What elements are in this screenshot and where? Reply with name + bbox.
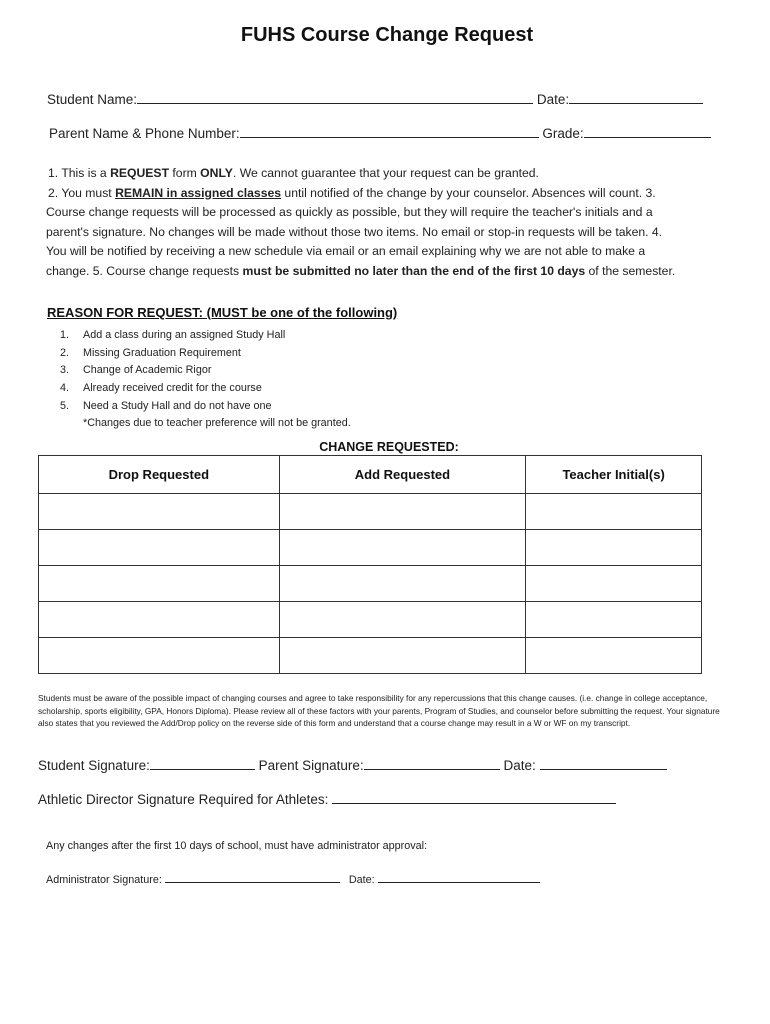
initials-cell[interactable] [526,566,702,602]
col-drop-requested: Drop Requested [39,456,280,494]
list-item: 3. Change of Academic Rigor [60,364,212,377]
instruction-1: 1. This is a REQUEST form ONLY. We cannot guarantee that your request can be granted. [48,166,539,180]
initials-cell[interactable] [526,494,702,530]
parent-label: Parent Name & Phone Number: [49,126,240,141]
table-row [39,566,702,602]
table-row [39,530,702,566]
list-item: 4. Already received credit for the course [60,382,262,395]
drop-cell[interactable] [39,494,280,530]
signature-date-label: Date: [503,758,536,773]
athletic-row [38,792,616,807]
change-table [38,455,702,674]
athletic-signature-label: Athletic Director Signature Required for Athletes: [38,792,329,807]
initials-cell[interactable] [526,530,702,566]
table-row [39,638,702,674]
admin-notice: Any changes after the first 10 days of school, must have administrator approval: [46,840,428,852]
drop-cell[interactable] [39,530,280,566]
student-name-row [47,92,703,107]
grade-label: Grade: [542,126,584,141]
parent-field[interactable] [240,126,539,138]
add-cell[interactable] [279,566,526,602]
add-cell[interactable] [279,530,526,566]
change-heading: CHANGE REQUESTED: [319,440,459,454]
add-cell[interactable] [279,602,526,638]
date-label: Date: [536,92,570,107]
reason-list [60,327,460,416]
student-name-field[interactable] [137,92,533,104]
student-signature-label: Student Signature: [38,758,150,773]
parent-signature-label: Parent Signature: [258,758,364,773]
admin-date-field[interactable] [378,873,540,883]
admin-signature-field[interactable] [165,873,340,883]
col-add-requested: Add Requested [279,456,526,494]
parent-signature-field[interactable] [364,758,500,770]
table-row [39,494,702,530]
signature-date-field[interactable] [540,758,667,770]
table-header-row [39,456,702,494]
add-cell[interactable] [279,494,526,530]
add-cell[interactable] [279,638,526,674]
list-item: 2. Missing Graduation Requirement [60,346,241,359]
reason-heading: REASON FOR REQUEST: (MUST be one of the following) [47,305,398,320]
athletic-signature-field[interactable] [332,792,616,804]
list-item: 5. Need a Study Hall and do not have one [60,399,272,412]
student-name-label: Student Name: [47,92,138,107]
preference-note: *Changes due to teacher preference will not be granted. [83,417,351,429]
admin-date-label: Date: [348,874,375,886]
drop-cell[interactable] [39,566,280,602]
list-item: 1. Add a class during an assigned Study Hall [60,329,286,341]
grade-field[interactable] [584,126,711,138]
admin-row [46,873,540,886]
disclaimer: Students must be aware of the possible impact of changing courses and agree to take responsibility for any repercussions that this change causes. (i.e. change in college acceptance, scholarship, sports eligibility, GPA, Honors Diploma). Please review all of these factors with your parents, Program of Studies, and counselor before submitting the request. Your signature also states that you reviewed the Add/Drop policy on the reverse side of this form and understand that a course change may result in a W or WF on my transcript. [38,693,720,729]
page-title: FUHS Course Change Request [240,24,534,46]
date-field[interactable] [569,92,703,104]
col-teacher-initials: Teacher Initial(s) [526,456,702,494]
instruction-2: 2. You must REMAIN in assigned classes until notified of the change by your counselor. Absences will count. 3. Course change requests will be processed as quickly as possible, but they will require the teacher's initials and a parent's signature. No changes will be made without those two items. No email or stop-in requests will be taken. 4. You will be notified by receiving a new schedule via email or an email explaining why we are not able to make a change. 5. Course change requests must be submitted no later than the end of the first 10 days of the semester. [46,185,676,278]
table-row [39,602,702,638]
signature-row [38,758,667,773]
initials-cell[interactable] [526,602,702,638]
initials-cell[interactable] [526,638,702,674]
instructions [46,164,682,282]
drop-cell[interactable] [39,638,280,674]
student-signature-field[interactable] [150,758,255,770]
parent-row [49,126,711,141]
admin-signature-label: Administrator Signature: [46,874,162,886]
drop-cell[interactable] [39,602,280,638]
